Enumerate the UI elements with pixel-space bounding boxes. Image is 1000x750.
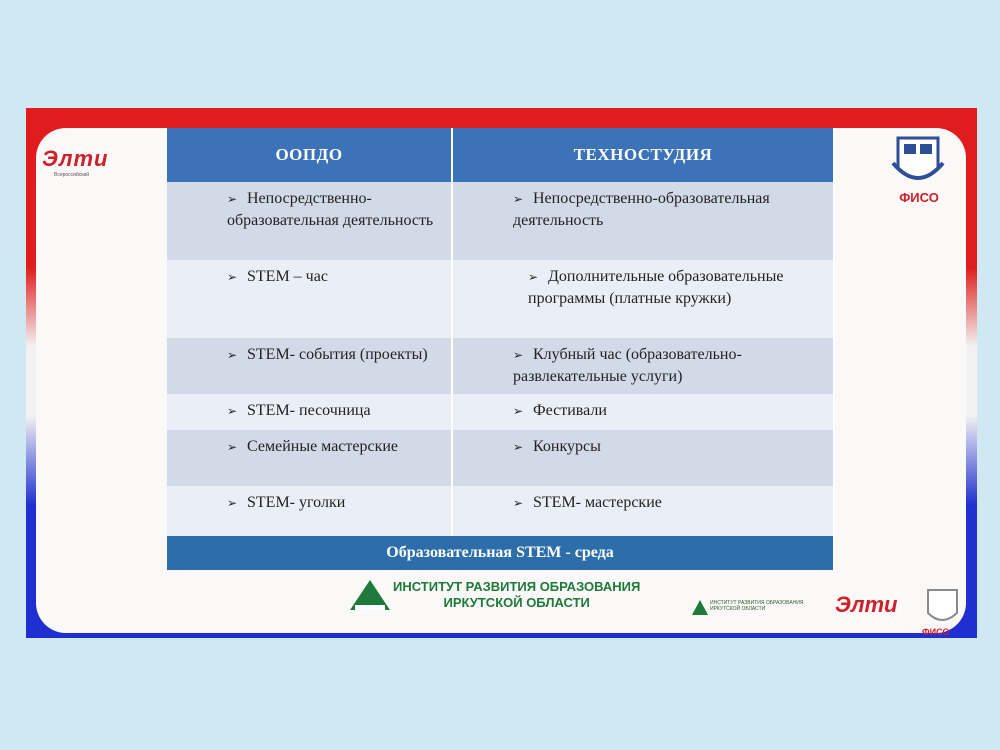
table-row: [167, 182, 834, 260]
bullet-icon: ➢: [513, 440, 524, 454]
small-institute-name: [710, 600, 803, 612]
table-row: [167, 486, 834, 536]
table-cell: [452, 394, 834, 430]
elti-logo-sub: Всероссийский: [54, 172, 90, 178]
cell-text: Клубный час (образовательно-развлекательные услуги): [513, 346, 742, 385]
elti-logo-bottom: Элти: [835, 592, 898, 617]
elti-logo-word: Элти: [42, 146, 109, 171]
bullet-icon: ➢: [227, 192, 238, 206]
cell-text: Фестивали: [533, 402, 607, 419]
comparison-table: [167, 128, 835, 570]
cell-text: STEM- песочница: [247, 402, 371, 419]
table-cell: [167, 338, 452, 394]
small-institute-line1: ИНСТИТУТ РАЗВИТИЯ ОБРАЗОВАНИЯ: [710, 600, 804, 606]
bullet-icon: ➢: [227, 348, 238, 362]
cell-text: STEM – час: [247, 268, 328, 285]
cell-text: Семейные мастерские: [247, 438, 399, 455]
bullet-icon: ➢: [227, 270, 238, 284]
table-footer: Образовательная STEM - среда: [167, 536, 834, 570]
small-institute-line2: ИРКУТСКОЙ ОБЛАСТИ: [710, 606, 766, 612]
bullet-icon: ➢: [528, 270, 539, 284]
bullet-icon: ➢: [227, 404, 238, 418]
bullet-icon: ➢: [513, 348, 524, 362]
table-cell: [167, 394, 452, 430]
bullet-icon: ➢: [227, 496, 238, 510]
cell-text: Дополнительные образовательные программы (платные кружки): [528, 268, 784, 307]
fiso-label-bottom: ФИСО: [922, 627, 950, 637]
table-cell: [452, 182, 834, 260]
table-row: [167, 394, 834, 430]
elti-logo: [42, 146, 122, 186]
cell-text: Непосредственно-образовательная деятельность: [227, 190, 434, 229]
table-cell: [452, 430, 834, 486]
institute-name-line1: ИНСТИТУТ РАЗВИТИЯ ОБРАЗОВАНИЯ: [393, 579, 641, 594]
cell-text: STEM- уголки: [247, 494, 346, 511]
cell-text: Непосредственно-образовательная деятельность: [513, 190, 770, 229]
table-cell: [452, 486, 834, 536]
bullet-icon: ➢: [513, 192, 524, 206]
bullet-icon: ➢: [227, 440, 238, 454]
table-cell: [452, 260, 834, 338]
institute-name-line2: ИРКУТСКОЙ ОБЛАСТИ: [443, 595, 590, 610]
bullet-icon: ➢: [513, 404, 524, 418]
fiso-label: ФИСО: [899, 190, 939, 205]
table-row: [167, 430, 834, 486]
cell-text: STEM- мастерские: [533, 494, 662, 511]
table-row: [167, 338, 834, 394]
table-cell: [167, 182, 452, 260]
cell-text: Конкурсы: [533, 438, 601, 455]
header-technostudio: ТЕХНОСТУДИЯ: [452, 128, 834, 182]
cell-text: STEM- события (проекты): [247, 346, 428, 363]
table-footer-row: [167, 536, 834, 570]
bullet-icon: ➢: [513, 496, 524, 510]
institute-name: [393, 579, 640, 611]
table-cell: [167, 430, 452, 486]
table-cell: [167, 260, 452, 338]
table-cell: [167, 486, 452, 536]
header-oopdo: ООПДО: [167, 128, 452, 182]
table-cell: [452, 338, 834, 394]
table-row: [167, 260, 834, 338]
